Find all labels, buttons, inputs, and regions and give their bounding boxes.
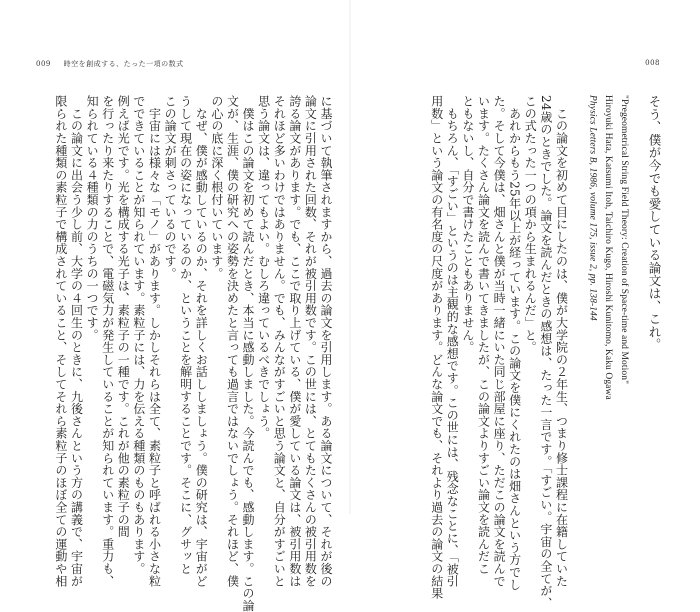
- spacer: [568, 95, 584, 480]
- body-line: 文が、生涯、僕の研究への姿勢を決めたと言っても過言ではないでしょう。それほど、僕: [225, 95, 240, 587]
- body-line: います。たくさん論文を読んで書いてきましたが、この論文よりすごい論文を読んだこ: [476, 95, 491, 575]
- body-line: の心の底に深く根付いています。: [209, 95, 224, 280]
- paper-citation: Physics Letters B, 1986, volume 175, issue 2, pp. 138-144: [587, 95, 598, 321]
- paper-authors: Hiroyuki Hata, Katsumi Itoh, Taichiro Kugo, Hiroshi Kunitomo, Kaku Ogawa: [603, 95, 614, 400]
- right-page-header: [645, 59, 660, 67]
- body-line: なぜ、僕が感動しているのか、それを詳しくお話ししましょう。僕の研究は、宇宙がど: [194, 95, 209, 587]
- body-line: それほど多いわけではありません。でも、みんながすごいと思う論文と、自分がすごいと: [272, 95, 287, 587]
- body-line: でできていることが知られています。素粒子には、力を伝える種類のものもあります。: [131, 95, 146, 575]
- body-line: 僕はこの論文を初めて読んだとき、本当に感動しました。今読んでも、感動します。この論: [241, 95, 256, 612]
- running-title: 時空を創成する、たった一項の数式: [63, 60, 184, 68]
- body-line: この論文に出会う少し前、大学の４回生のときに、九後さんという方の講義で、宇宙が: [69, 95, 84, 587]
- spacer: [631, 95, 647, 480]
- body-line: を行ったり来たりすることで、電磁気力が発生していることが知られています。重力も、: [100, 95, 115, 587]
- body-line: この論文を初めて目にしたのは、僕が大学院の２年生、つまり修士課程に在籍していた: [554, 95, 569, 587]
- body-line: うして現在の姿になっているのか、ということを解明することです。そこに、グサッと: [178, 95, 193, 575]
- body-line: この論文が刺さっているのです。: [163, 95, 178, 280]
- body-line: た。そして今僕は、畑さんと僕が当時一緒にいた同じ部屋に座り、ただこの論文を読んで: [492, 95, 507, 587]
- opening-quote: そう、僕が今でも愛している論文は、これ。: [647, 95, 662, 351]
- body-line: ともないし、自分で書けたこともありません。: [460, 95, 475, 354]
- body-line: 24歳のときでした。論文を読んだときの感想は、たった一言です。「すごい。宇宙の全てが、: [538, 95, 553, 610]
- body-line: この式たった一つの項から生まれるんだ」と。: [523, 95, 538, 354]
- left-page-header: [36, 59, 184, 69]
- body-line: に基づいて執筆されますから、過去の論文を引用します。ある論文について、それが後の: [319, 95, 333, 587]
- page-gutter: [349, 0, 351, 514]
- right-page-number: 008: [645, 59, 660, 67]
- body-line: あれからもう25年以上が経っています。この論文を僕にくれたのは畑さんという方でし: [507, 95, 522, 591]
- body-line: 論文に引用された回数、それが被引用数です。この世には、とてもたくさんの被引用数を: [303, 95, 318, 587]
- left-page-number: 009: [36, 60, 51, 68]
- body-line: 例えば光です。光を構成する光子は、素粒子の一種です。これが他の素粒子の間: [116, 95, 131, 538]
- body-line: 限られた種類の素粒子で構成されていること、そしてそれら素粒子のほぼ全ての運動や相: [53, 95, 68, 587]
- paper-title: "Pregeometrical String Field Theory: Creation of Space-time and Motion": [618, 95, 629, 385]
- body-line: 知られている４種類の力のうちの一つです。: [85, 95, 100, 341]
- body-line: 用数」という論文の有名度の尺度があります。どんな論文でも、それより過去の論文の結果: [429, 95, 444, 600]
- body-line: 誇る論文があります。でも、ここで取り上げている、僕が愛している論文は、被引用数は: [287, 95, 302, 587]
- body-line: もちろん、「すごい」というのは主観的な感想です。この世には、残念なことに、「被引: [445, 95, 460, 588]
- body-line: 思う論文は、違ってもよい。むしろ違っているべきでしょう。: [256, 95, 271, 440]
- body-line: 宇宙には様々な「モノ」があります。しかしそれらは全て、素粒子と呼ばれる小さな粒: [147, 95, 162, 587]
- left-page-text: [53, 95, 333, 612]
- right-page-text: [370, 95, 662, 610]
